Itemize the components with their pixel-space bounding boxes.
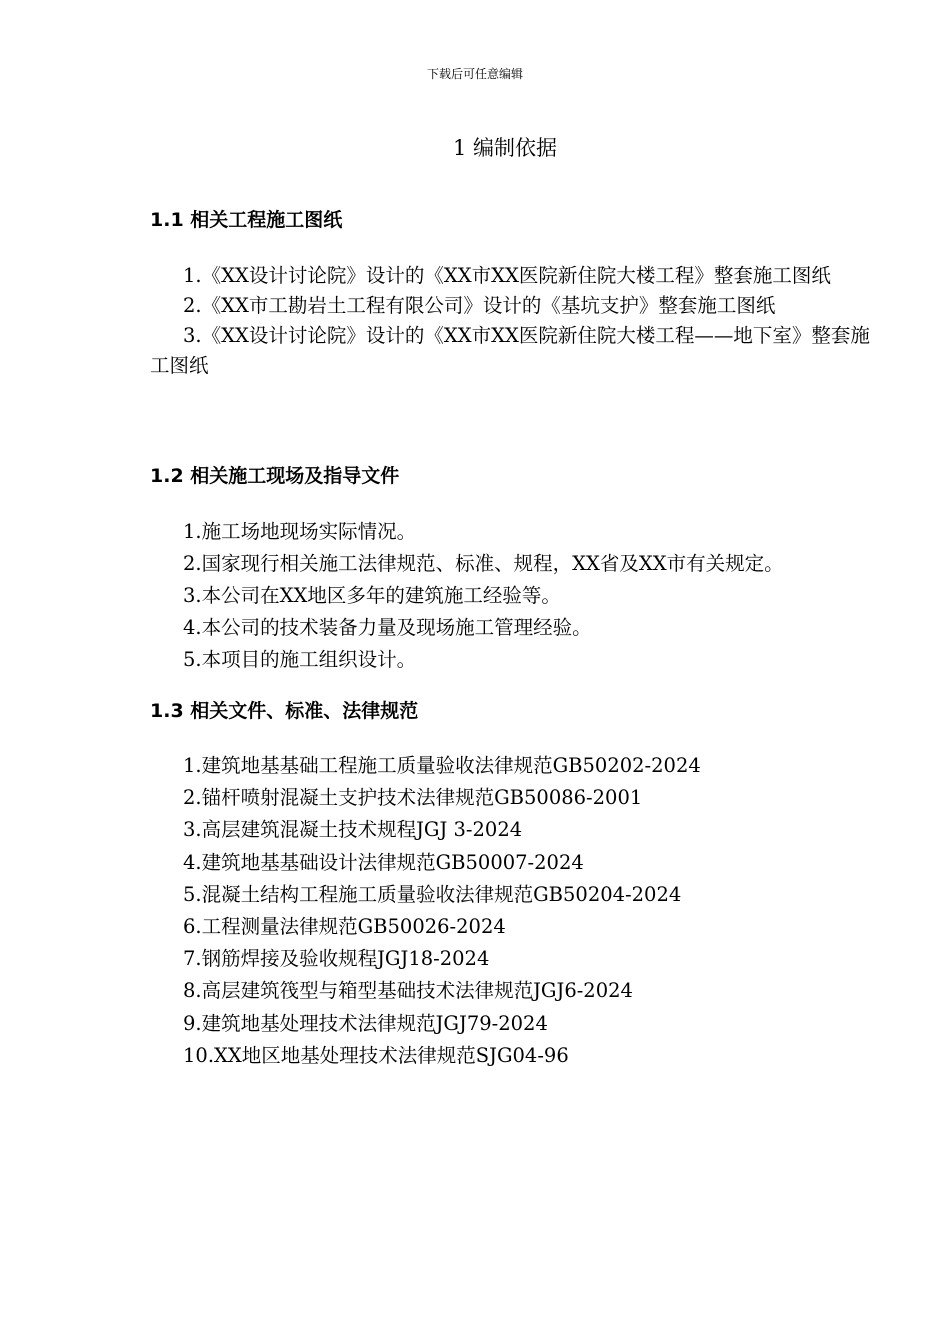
list-item: 1.建筑地基基础工程施工质量验收法律规范GB50202-2024 bbox=[183, 754, 701, 777]
list-item: 4.本公司的技术装备力量及现场施工管理经验。 bbox=[183, 616, 592, 639]
list-item: 9.建筑地基处理技术法律规范JGJ79-2024 bbox=[183, 1011, 548, 1035]
list-item: 2.《XX市工勘岩土工程有限公司》设计的《基坑支护》整套施工图纸 bbox=[183, 294, 776, 317]
list-item: 3.《XX设计讨论院》设计的《XX市XX医院新住院大楼工程——地下室》整套施工图纸 bbox=[150, 324, 870, 377]
page-header-note: 下载后可任意编辑 bbox=[426, 67, 523, 81]
section-standards bbox=[150, 698, 870, 1072]
section-heading: 1.2 相关施工现场及指导文件 bbox=[150, 465, 400, 487]
section-heading: 1.3 相关文件、标准、法律规范 bbox=[150, 700, 419, 722]
list-item: 1.《XX设计讨论院》设计的《XX市XX医院新住院大楼工程》整套施工图纸 bbox=[183, 264, 831, 287]
list-item: 8.高层建筑筏型与箱型基础技术法律规范JGJ6-2024 bbox=[183, 979, 633, 1003]
site-documents-list bbox=[150, 516, 870, 676]
list-item: 10.XX地区地基处理技术法律规范SJG04-96 bbox=[183, 1043, 569, 1067]
list-item: 5.本项目的施工组织设计。 bbox=[183, 648, 417, 671]
list-item: 2.锚杆喷射混凝土支护技术法律规范GB50086-2001 bbox=[183, 786, 643, 810]
chapter-title: 1 编制依据 bbox=[452, 136, 558, 160]
standards-list bbox=[150, 750, 870, 1072]
section-heading: 1.1 相关工程施工图纸 bbox=[150, 209, 343, 231]
list-item: 5.混凝土结构工程施工质量验收法律规范GB50204-2024 bbox=[183, 882, 682, 906]
list-item: 6.工程测量法律规范GB50026-2024 bbox=[183, 915, 506, 939]
section-drawings bbox=[150, 207, 870, 381]
list-item: 3.本公司在XX地区多年的建筑施工经验等。 bbox=[183, 584, 561, 607]
list-item: 1.施工场地现场实际情况。 bbox=[183, 520, 417, 543]
list-item: 3.高层建筑混凝土技术规程JGJ 3-2024 bbox=[183, 818, 523, 842]
drawings-list bbox=[150, 261, 870, 381]
section-site-documents bbox=[150, 463, 870, 676]
list-item: 4.建筑地基基础设计法律规范GB50007-2024 bbox=[183, 850, 584, 874]
list-item: 7.钢筋焊接及验收规程JGJ18-2024 bbox=[183, 947, 490, 971]
list-item: 2.国家现行相关施工法律规范、标准、规程，XX省及XX市有关规定。 bbox=[183, 552, 784, 575]
